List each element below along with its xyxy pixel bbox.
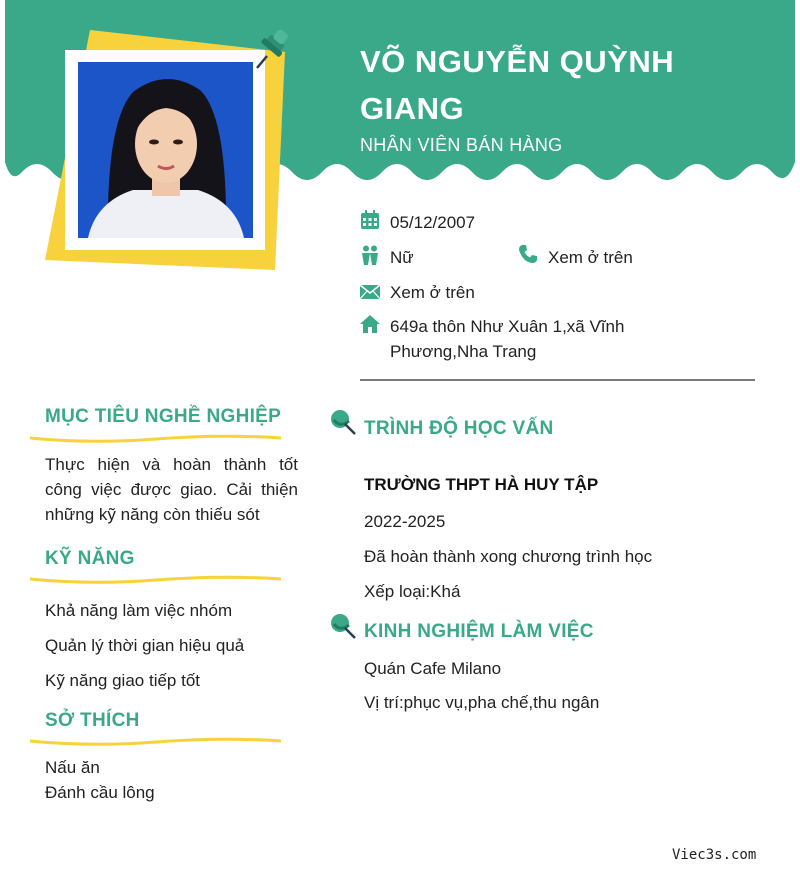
home-icon <box>360 314 380 334</box>
calendar-icon <box>360 210 380 230</box>
list-item: Nấu ăn <box>45 758 100 777</box>
pushpin-icon <box>329 408 357 436</box>
brand-watermark: Viec3s.com <box>672 847 757 863</box>
address-value: 649a thôn Như Xuân 1,xã Vĩnh Phương,Nha Trang <box>390 317 625 361</box>
pushpin-icon <box>329 612 357 640</box>
gender-value: Nữ <box>390 248 414 267</box>
hobbies-title: SỞ THÍCH <box>45 710 140 731</box>
education-period: 2022-2025 <box>364 512 446 531</box>
avatar <box>78 62 253 238</box>
school-name: TRƯỜNG THPT HÀ HUY TẬP <box>364 475 599 494</box>
objective-title: MỤC TIÊU NGHỀ NGHIỆP <box>45 406 282 427</box>
section-underline <box>28 573 283 587</box>
education-title: TRÌNH ĐỘ HỌC VẤN <box>364 418 554 439</box>
birthday-value: 05/12/2007 <box>390 213 476 232</box>
candidate-name: VÕ NGUYỄN QUỲNH GIANG <box>360 44 675 126</box>
email-value: Xem ở trên <box>390 283 475 302</box>
list-item: Đánh cầu lông <box>45 783 155 802</box>
envelope-icon <box>360 282 380 302</box>
list-item: Khả năng làm việc nhóm <box>45 601 233 620</box>
section-underline <box>28 735 283 749</box>
section-underline <box>28 432 283 446</box>
list-item: Quản lý thời gian hiệu quả <box>45 636 245 655</box>
list-item: Kỹ năng giao tiếp tốt <box>45 671 201 690</box>
phone-value: Xem ở trên <box>548 248 633 267</box>
divider <box>360 379 755 381</box>
job-position: Vị trí:phục vụ,pha chế,thu ngân <box>364 693 600 712</box>
pushpin-icon <box>251 26 291 72</box>
phone-icon <box>518 244 538 264</box>
education-detail: Đã hoàn thành xong chương trình học <box>364 547 653 566</box>
experience-title: KINH NGHIỆM LÀM VIỆC <box>364 621 594 642</box>
company-name: Quán Cafe Milano <box>364 659 502 678</box>
skills-title: KỸ NĂNG <box>45 548 135 569</box>
job-title: NHÂN VIÊN BÁN HÀNG <box>360 135 563 155</box>
objective-text: Thực hiện và hoàn thành tốt công việc được giao. Cải thiện những kỹ năng còn thiếu sót <box>45 455 298 524</box>
people-icon <box>360 245 380 265</box>
education-rank: Xếp loại:Khá <box>364 582 461 601</box>
